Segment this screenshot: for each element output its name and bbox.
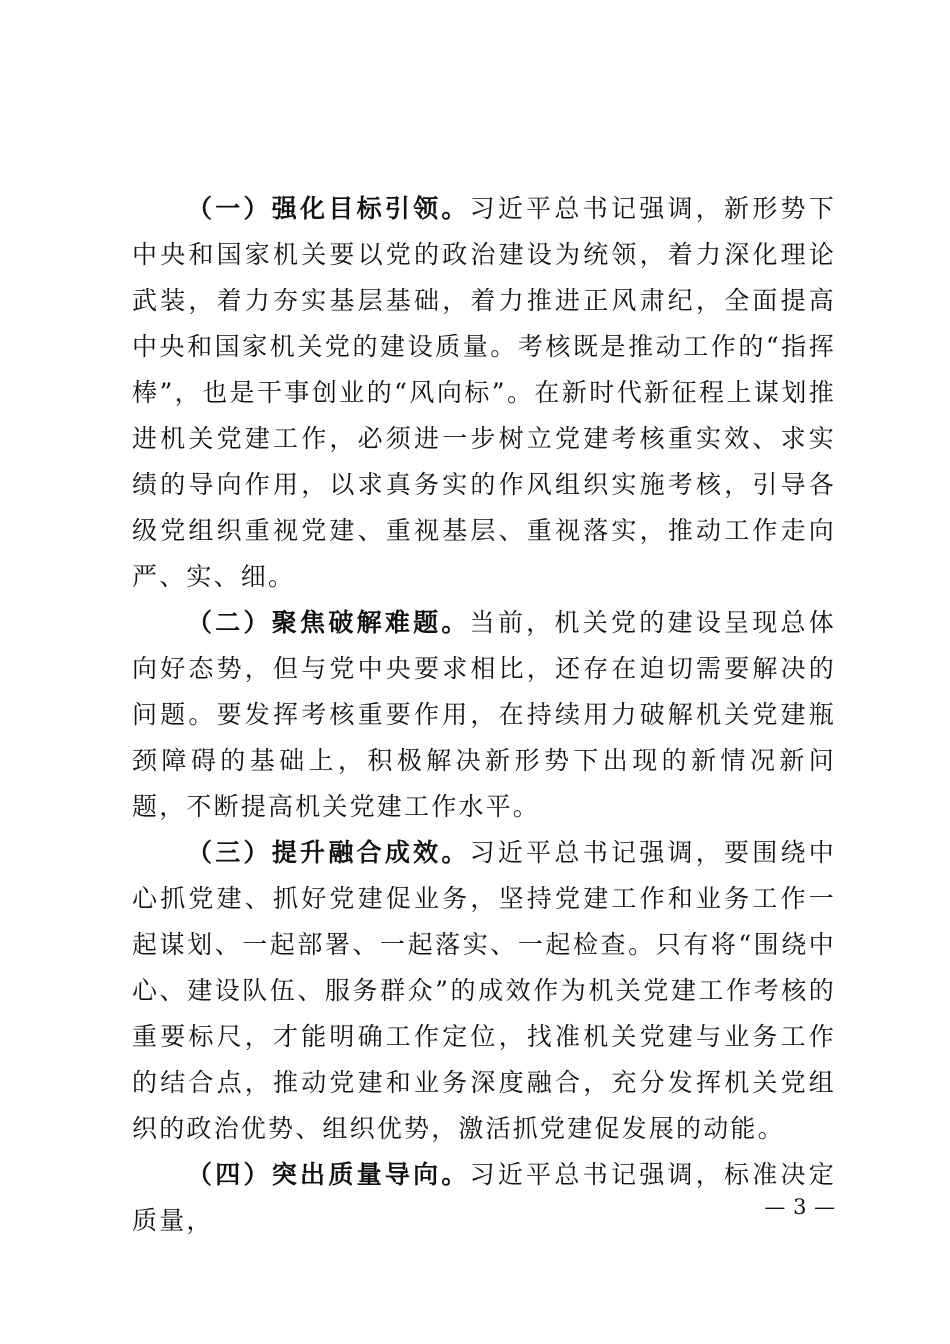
page-number: — 3 — [764, 1195, 836, 1219]
paragraph-1 [132, 186, 836, 600]
paragraph-2 [132, 600, 836, 830]
paragraph-1-heading: （一）强化目标引领。 [187, 194, 470, 223]
document-body [132, 186, 836, 1244]
paragraph-4-text: 习近平总书记强调，标准决定质量， [132, 1160, 836, 1235]
paragraph-4 [132, 1152, 836, 1244]
paragraph-3 [132, 830, 836, 1152]
paragraph-3-heading: （三）提升融合成效。 [187, 838, 470, 867]
paragraph-4-heading: （四）突出质量导向。 [187, 1160, 470, 1189]
paragraph-2-text: 当前，机关党的建设呈现总体向好态势，但与党中央要求相比，还存在迫切需要解决的问题。要发挥考核重要作用，在持续用力破解机关党建瓶颈障碍的基础上，积极解决新形势下出现的新情况新问题，不断提高机关党建工作水平。 [132, 608, 836, 821]
paragraph-2-heading: （二）聚焦破解难题。 [187, 608, 470, 637]
paragraph-3-text: 习近平总书记强调，要围绕中心抓党建、抓好党建促业务，坚持党建工作和业务工作一起谋划、一起部署、一起落实、一起检查。只有将“围绕中心、建设队伍、服务群众”的成效作为机关党建工作考核的重要标尺，才能明确工作定位，找准机关党建与业务工作的结合点，推动党建和业务深度融合，充分发挥机关党组织的政治优势、组织优势，激活抓党建促发展的动能。 [132, 838, 836, 1143]
paragraph-1-text: 习近平总书记强调，新形势下中央和国家机关要以党的政治建设为统领，着力深化理论武装，着力夯实基层基础，着力推进正风肃纪，全面提高中央和国家机关党的建设质量。考核既是推动工作的“指挥棒”，也是干事创业的“风向标”。在新时代新征程上谋划推进机关党建工作，必须进一步树立党建考核重实效、求实绩的导向作用，以求真务实的作风组织实施考核，引导各级党组织重视党建、重视基层、重视落实，推动工作走向严、实、细。 [132, 194, 836, 591]
